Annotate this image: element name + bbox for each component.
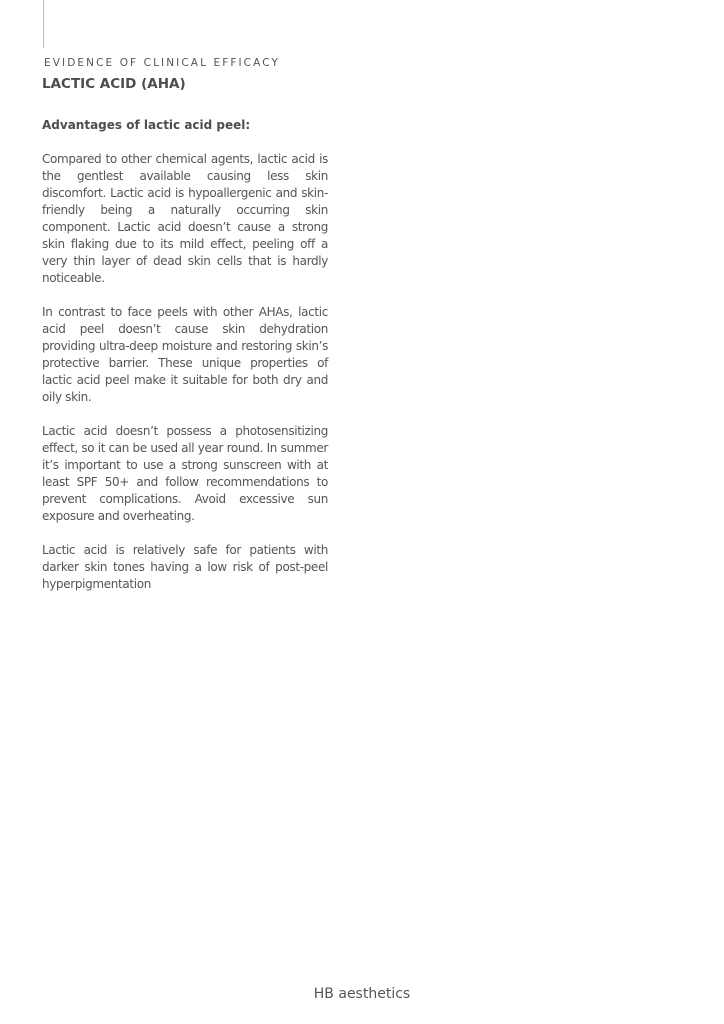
paragraph-4: Lactic acid is relatively safe for patients with darker skin tones having a low risk of post-peel hyperpigmentation: [42, 543, 328, 591]
main-content: [42, 117, 328, 610]
paragraph-1: Compared to other chemical agents, lactic acid is the gentlest available causing less skin discomfort. Lactic acid is hypoallergenic and skin-friendly being a naturally occurring skin component. Lactic acid doesn’t cause a strong skin flaking due to its mild effect, peeling off a very thin layer of dead skin cells that is hardly noticeable.: [42, 152, 328, 285]
section-label: EVIDENCE OF CLINICAL EFFICACY: [44, 57, 280, 69]
paragraph-3: Lactic acid doesn’t possess a photosensitizing effect, so it can be used all year round. In summer it’s important to use a strong sunscreen with at least SPF 50+ and follow recommendations to prevent complications. Avoid excessive sun exposure and overheating.: [42, 424, 328, 523]
subheading: Advantages of lactic acid peel:: [42, 118, 251, 132]
footer-brand: HB aesthetics: [313, 986, 411, 1002]
page-title: LACTIC ACID (AHA): [42, 76, 186, 92]
paragraph-2: In contrast to face peels with other AHAs, lactic acid peel doesn’t cause skin dehydration providing ultra-deep moisture and restoring skin’s protective barrier. These unique properties of lactic acid peel make it suitable for both dry and oily skin.: [42, 305, 328, 404]
header-divider-line: [43, 0, 44, 48]
